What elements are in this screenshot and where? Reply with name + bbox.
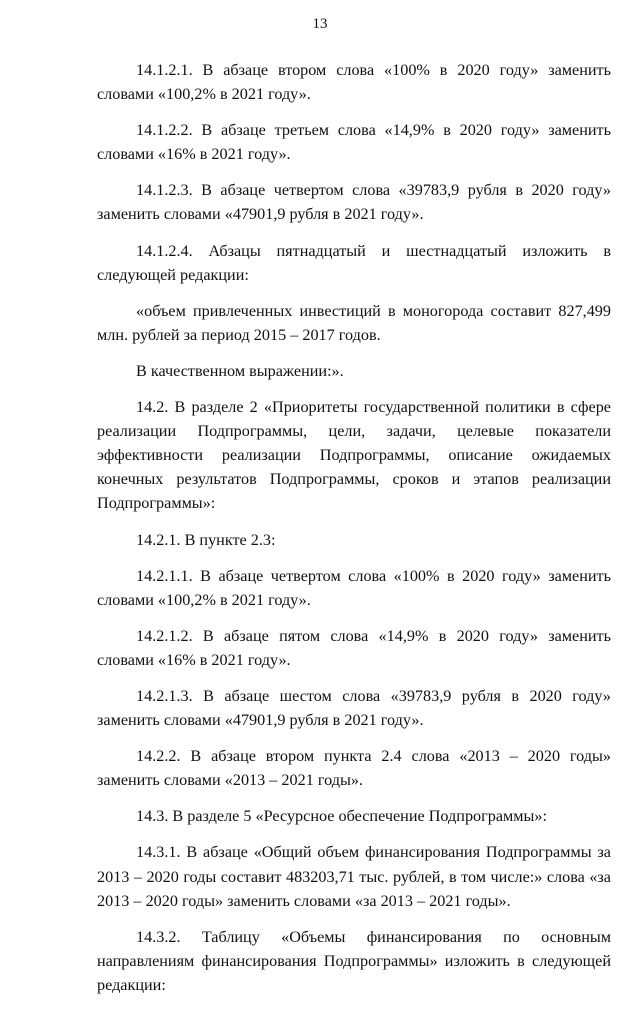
page-number: 13 [312, 16, 328, 32]
paragraph-14-2-1-1: 14.2.1.1. В абзаце четвертом слова «100% в 2020 году» заменить словами «100,2% в 2021 году». [97, 566, 611, 609]
quoted-paragraph-investments: «объем привлеченных инвестиций в моногорода составит 827,499 млн. рублей за период 2015 – 2017 годов. [97, 301, 611, 344]
paragraph-14-3-2: 14.3.2. Таблицу «Объемы финансирования по основным направлениям финансирования Подпрограммы» изложить в следующей редакции: [97, 927, 611, 994]
paragraph-14-2-1-2: 14.2.1.2. В абзаце пятом слова «14,9% в 2020 году» заменить словами «16% в 2021 году». [97, 626, 611, 669]
paragraph-14-3-1: 14.3.1. В абзаце «Общий объем финансирования Подпрограммы за 2013 – 2020 годы составит 483203,71 тыс. рублей, в том числе:» слова «за 2013 – 2020 годы» заменить словами «за 2013 – 2021 годы». [97, 843, 611, 910]
paragraph-14-2: 14.2. В разделе 2 «Приоритеты государственной политики в сфере реализации Подпрограммы, цели, задачи, целевые показатели эффективности реализации Подпрограммы, описание ожидаемых конечных результатов Подпрограммы, сроков и этапов реализации Подпрограммы»: [97, 398, 611, 513]
paragraph-14-1-2-4: 14.1.2.4. Абзацы пятнадцатый и шестнадцатый изложить в следующей редакции: [97, 241, 611, 284]
paragraph-14-2-1-3: 14.2.1.3. В абзаце шестом слова «39783,9 рубля в 2020 году» заменить словами «47901,9 рубля в 2021 году». [97, 686, 611, 730]
paragraph-14-1-2-1: 14.1.2.1. В абзаце втором слова «100% в 2020 году» заменить словами «100,2% в 2021 году». [97, 61, 611, 104]
paragraph-14-2-2: 14.2.2. В абзаце втором пункта 2.4 слова «2013 – 2020 годы» заменить словами «2013 – 2021 годы». [97, 747, 611, 790]
document-body [97, 58, 611, 1009]
paragraph-14-1-2-3: 14.1.2.3. В абзаце четвертом слова «39783,9 рубля в 2020 году» заменить словами «47901,9 рубля в 2021 году». [97, 181, 611, 224]
paragraph-14-3: 14.3. В разделе 5 «Ресурсное обеспечение Подпрограммы»: [136, 807, 548, 826]
paragraph-14-2-1: 14.2.1. В пункте 2.3: [136, 530, 276, 549]
quoted-paragraph-qualitative: В качественном выражении:». [136, 361, 344, 380]
paragraph-14-1-2-2: 14.1.2.2. В абзаце третьем слова «14,9% в 2020 году» заменить словами «16% в 2021 году». [97, 121, 611, 164]
